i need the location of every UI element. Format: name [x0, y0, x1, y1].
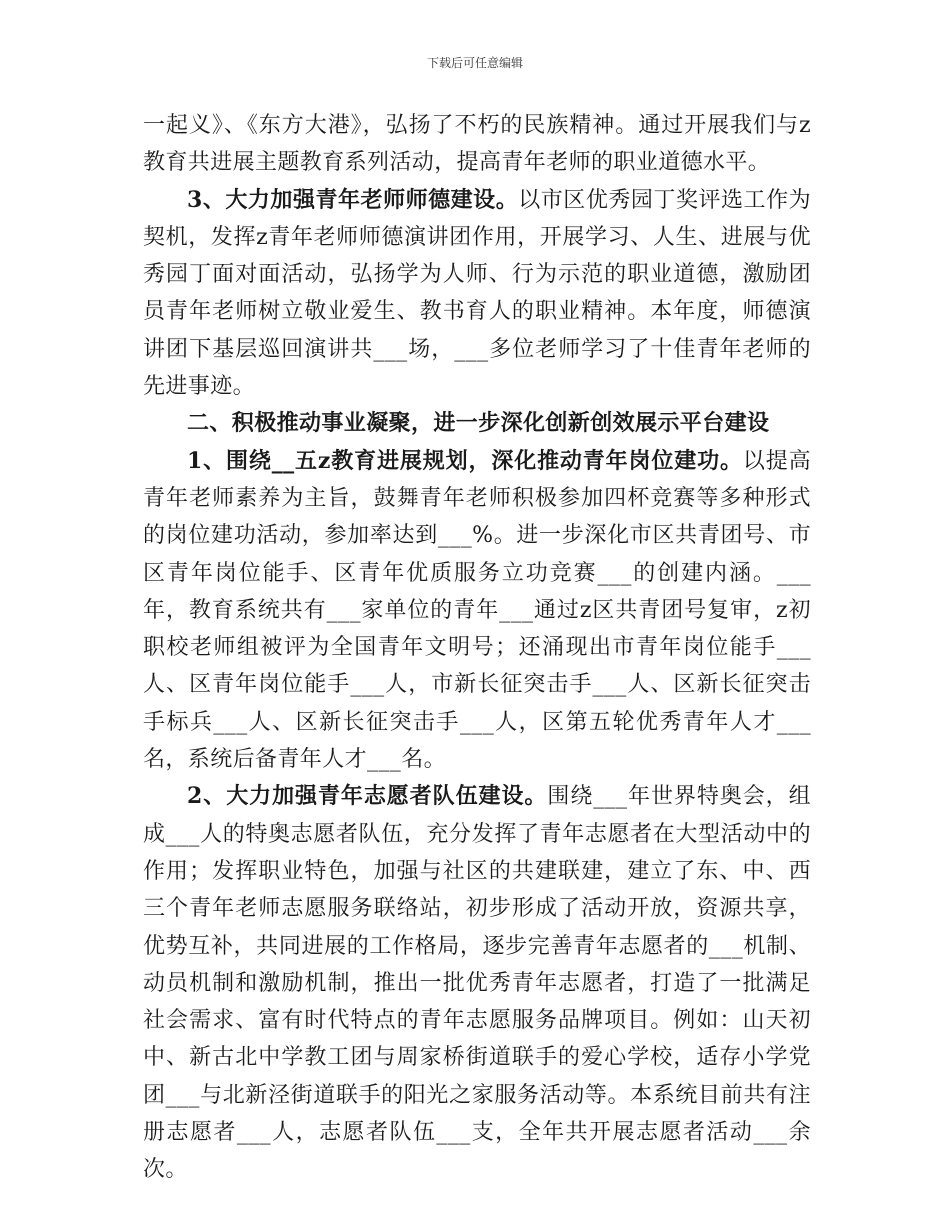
paragraph-heading: 3、大力加强青年老师师德建设。	[187, 186, 519, 213]
paragraph	[143, 778, 811, 1188]
page-header: 下载后可任意编辑	[426, 56, 523, 70]
section-heading-text: 二、积极推动事业凝聚，进一步深化创新创效展示平台建设	[187, 410, 770, 437]
document-body	[143, 107, 811, 1189]
paragraph-text: 以市区优秀园丁奖评选工作为契机，发挥z青年老师师德演讲团作用，开展学习、人生、进展与优秀园丁面对面活动，弘扬学为人师、行为示范的职业道德，激励团员青年老师树立敬业爱生、教书育人的职业精神。本年度，师德演讲团下基层巡回演讲共___场，___多位老师学习了十佳青年老师的先进事迹。	[143, 187, 811, 400]
paragraph-text: 以提高青年老师素养为主旨，鼓舞青年老师积极参加四杯竞赛等多种形式的岗位建功活动，参加率达到___%。进一步深化市区共青团号、市区青年岗位能手、区青年优质服务立功竞赛___的创建内涵。___年，教育系统共有___家单位的青年___通过z区共青团号复审，z初职校老师组被评为全国青年文明号；还涌现出市青年岗位能手___人、区青年岗位能手___人，市新长征突击手___人、区新长征突击手标兵___人、区新长征突击手___人，区第五轮优秀青年人才___名，系统后备青年人才___名。	[143, 448, 812, 773]
paragraph	[143, 107, 811, 182]
paragraph-text: 围绕___年世界特奥会，组成___人的特奥志愿者队伍，充分发挥了青年志愿者在大型活动中的作用；发挥职业特色，加强与社区的共建联建，建立了东、中、西三个青年老师志愿服务联络站，初步形成了活动开放，资源共享，优势互补，共同进展的工作格局，逐步完善青年志愿者的___机制、动员机制和激励机制，推出一批优秀青年志愿者，打造了一批满足社会需求、富有时代特点的青年志愿服务品牌项目。例如：山天初中、新古北中学教工团与周家桥街道联手的爱心学校，适存小学党团___与北新泾街道联手的阳光之家服务活动等。本系统目前共有注册志愿者___人，志愿者队伍___支，全年共开展志愿者活动___余次。	[143, 784, 811, 1183]
paragraph-text: 一起义》、《东方大港》，弘扬了不朽的民族精神。通过开展我们与z教育共进展主题教育系列活动，提高青年老师的职业道德水平。	[143, 113, 811, 176]
paragraph-heading: 1、围绕__五z教育进展规划，深化推动青年岗位建功。	[187, 447, 743, 474]
section-heading	[143, 405, 811, 442]
paragraph	[143, 182, 811, 406]
paragraph-heading: 2、大力加强青年志愿者队伍建设。	[187, 783, 548, 810]
paragraph	[143, 443, 811, 779]
